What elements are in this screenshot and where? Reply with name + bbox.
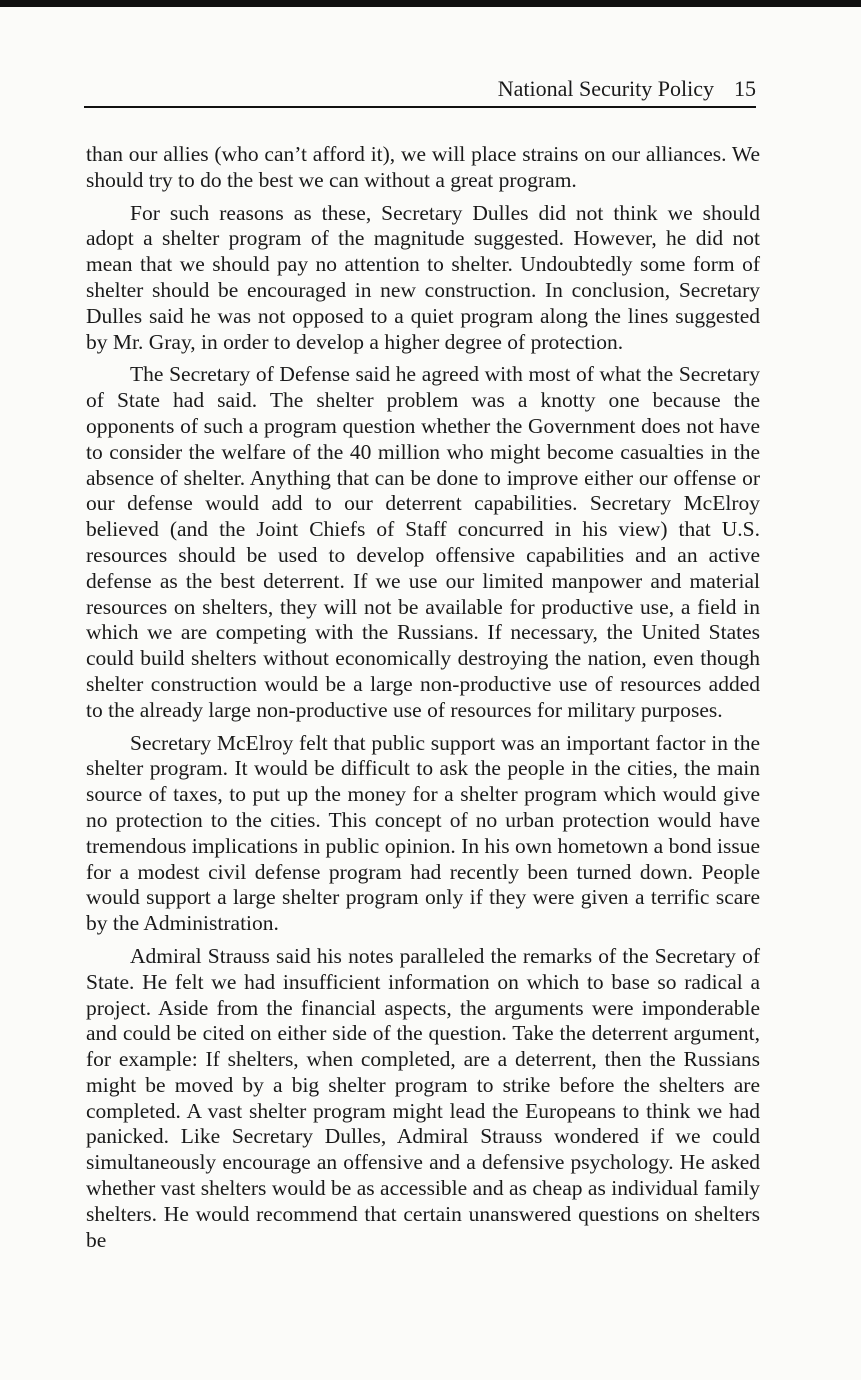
paragraph-admiral-strauss: Admiral Strauss said his notes paralleled the remarks of the Secretary of State. He felt we had insufficient information on which to base so radical a project. Aside from the financial aspects, the arguments were imponderable and could be cited on either side of the question. Take the deterrent argument, for example: If shelters, when completed, are a deterrent, then the Russians might be moved by a big shelter program to strike before the shelters are completed. A vast shelter program might lead the Europeans to think we had panicked. Like Secretary Dulles, Admiral Strauss wondered if we could simultaneously encourage an offensive and a defensive psychology. He asked whether vast shelters would be as accessible and as cheap as individual family shelters. He would recommend that certain unanswered questions on shelters be (86, 943, 760, 1252)
running-head (498, 76, 756, 102)
paragraph-continued: than our allies (who can’t afford it), we will place strains on our alliances. We should try to do the best we can without a great program. (86, 142, 760, 192)
running-title: National Security Policy (497, 76, 714, 101)
page-header (84, 74, 756, 106)
header-rule (84, 106, 756, 108)
paragraph-dulles-shelter: For such reasons as these, Secretary Dulles did not think we should adopt a shelter program of the magnitude suggested. However, he did not mean that we should pay no attention to shelter. Undoubtedly some form of shelter should be encouraged in new construction. In conclusion, Secretary Dulles said he was not opposed to a quiet program along the lines suggested by Mr. Gray, in order to develop a higher degree of protection. (86, 200, 760, 354)
page-number: 15 (734, 76, 756, 101)
paragraph-mcelroy-public-support: Secretary McElroy felt that public support was an important factor in the shelter program. It would be difficult to ask the people in the cities, the main source of taxes, to put up the money for a shelter program which would give no protection to the cities. This concept of no urban protection would have tremendous implications in public opinion. In his own hometown a bond issue for a modest civil defense program had recently been turned down. People would support a large shelter program only if they were given a terrific scare by the Administration. (86, 730, 760, 936)
page-top-edge (0, 0, 861, 7)
paragraph-secretary-of-defense: The Secretary of Defense said he agreed with most of what the Secretary of State had said. The shelter problem was a knotty one because the opponents of such a program question whether the Government does not have to consider the welfare of the 40 million who might become casualties in the absence of shelter. Anything that can be done to improve either our offense or our defense would add to our deterrent capabilities. Secretary McElroy believed (and the Joint Chiefs of Staff concurred in his view) that U.S. resources should be used to develop offensive capabilities and an active defense as the best deterrent. If we use our limited manpower and material resources on shelters, they will not be available for productive use, a field in which we are competing with the Russians. If necessary, the United States could build shelters without economically destroying the nation, even though shelter construction would be a large non-productive use of resources added to the already large non-productive use of resources for military purposes. (86, 362, 760, 722)
body-text (86, 142, 760, 1260)
